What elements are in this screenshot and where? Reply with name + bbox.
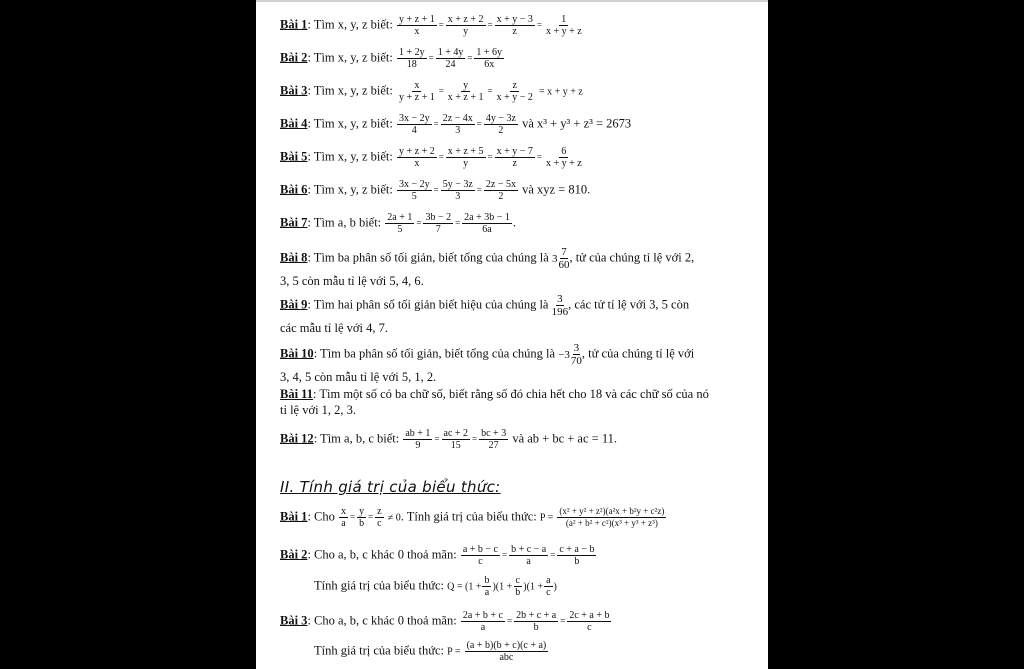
problem-text: , tử của chúng tỉ lệ với 2, (569, 250, 695, 265)
fraction: $\frac{c}{b}$ (515, 575, 521, 598)
problem-text: , tử của chúng tỉ lệ với (581, 346, 695, 361)
fraction: $\frac{1 + 2y}{18}$ (398, 47, 425, 70)
expression-part: )(1 + (492, 581, 513, 593)
fraction: $\frac{2z - 5x}{2}$ (485, 179, 516, 202)
fraction: $\frac{x + z + 5}{y}$ (447, 146, 484, 169)
problem-text: : Cho a, b, c khác 0 thoả mãn: (307, 547, 457, 562)
problem-6: Bài 6: Tìm x, y, z biết: $\frac{3x - 2y}{5}$ = $\frac{5y - 3z}{3}$ = $\frac{2z - 5x}{2}$ và xyz = 810. (280, 179, 591, 202)
fraction: $\frac{2b + c + a}{b}$ (516, 610, 557, 633)
equation-tail: . (512, 215, 516, 230)
fraction: $\frac{x}{y + z + 1}$ (398, 80, 435, 103)
expression-problem-3: Bài 3: Cho a, b, c khác 0 thoả mãn: $\frac{2a + b + c}{a}$ = $\frac{2b + c + a}{b}$ = $\frac{2c + a + b}{c}$ (280, 610, 610, 633)
expression-part: )(1 + (523, 581, 544, 593)
expression-problem-2: Bài 2: Cho a, b, c khác 0 thoả mãn: $\frac{a + b - c}{c}$ = $\frac{b + c - a}{a}$ = $\frac{c + a - b}{b}$ (280, 544, 595, 567)
equation-tail: và ab + bc + ac = 11. (512, 431, 617, 446)
expression-label: P = (539, 512, 554, 524)
problem-label: Bài 3 (280, 613, 308, 628)
problem-label: Bài 4 (280, 116, 308, 131)
fraction: $\frac{(a + b)(b + c)(c + a)}{\text{abc}}$ (466, 640, 547, 663)
fraction: $\frac{2a + 3b - 1}{6a}$ (464, 212, 510, 235)
fraction: $\frac{ac + 2}{15}$ (443, 428, 469, 451)
equation-tail: = x + y + z (538, 86, 583, 98)
problem-text: : Tìm x, y, z biết: (307, 182, 393, 197)
fraction: $\frac{a}{c}$ (546, 575, 551, 598)
fraction: $\frac{x + y - 3}{z}$ (496, 14, 533, 37)
fraction: $\frac{1 + 4y}{24}$ (437, 47, 464, 70)
problem-text: Tính giá trị của biểu thức: (314, 578, 444, 593)
fraction: $\frac{z}{x + y - 2}$ (496, 80, 533, 103)
fraction: $\frac{1 + 6y}{6x}$ (476, 47, 503, 70)
fraction: $\frac{b + c - a}{a}$ (511, 544, 547, 567)
fraction: $\frac{2c + a + b}{c}$ (569, 610, 610, 633)
mixed-number: 3 7 60 (551, 246, 570, 271)
problem-label: Bài 2 (280, 547, 308, 562)
expression-part: ) (553, 581, 557, 593)
problem-text: : Tìm ba phân số tối giản, biết tổng của chúng là (307, 250, 549, 265)
problem-text: : Tìm một số có ba chữ số, biết rằng số đó chia hết cho 18 và các chữ số của nó (313, 387, 709, 401)
expression-part: Q = (1 + (447, 581, 482, 593)
fraction: $\frac{z}{c}$ (377, 506, 382, 529)
problem-label: Bài 7 (280, 215, 308, 230)
fraction: $\frac{ab + 1}{9}$ (405, 428, 431, 451)
problem-text: : Cho (307, 509, 335, 524)
problem-label: Bài 2 (280, 50, 308, 65)
problem-text: : Tìm x, y, z biết: (307, 116, 393, 131)
expression-problem-3-ask (314, 640, 549, 663)
fraction: $\frac{6}{x + y + z}$ (545, 146, 582, 169)
problem-9 (280, 293, 750, 338)
fraction: $\frac{\text{(x² + y² + z²)(a²x + b²y + c²z)}}{\text{(a² + b² + c²)(x³ + y³ + z³)}}$ (559, 506, 665, 528)
problem-label: Bài 10 (280, 346, 314, 361)
problem-11 (280, 386, 750, 418)
problem-5: Bài 5: Tìm x, y, z biết: $\frac{y + z + 2}{x}$ = $\frac{x + z + 5}{y}$ = $\frac{x + y - 7}{z}$ = $\frac{6}{x + y + z}$ (280, 146, 582, 169)
expression-problem-1: Bài 1: Cho $\frac{x}{a}$ = $\frac{y}{b}$ = $\frac{z}{c}$ ≠ 0. Tính giá trị của biểu thức: P = $\frac{\text{(x² + y² + z²)(a²x + b²y + c²z)}}{\text{(a² + b² + c²)(x³ + y³ + z³)}}$ (280, 506, 665, 529)
equation-tail: và xyz = 810. (522, 182, 591, 197)
mixed-number: −3 3 70 (558, 342, 582, 367)
problem-1: Bài 1: Tìm x, y, z biết: $\frac{y + z + 1}{x}$ = $\frac{x + z + 2}{y}$ = $\frac{x + y - 3}{z}$ = $\frac{1}{x + y + z}$ (280, 14, 582, 37)
problem-text: : Tìm x, y, z biết: (307, 17, 393, 32)
problem-text: các mẫu tỉ lệ với 4, 7. (280, 321, 388, 335)
fraction: $\frac{b}{a}$ (484, 575, 490, 598)
problem-label: Bài 5 (280, 149, 308, 164)
expression-problem-2-ask (314, 575, 557, 598)
fraction: $\frac{y + z + 1}{x}$ (398, 14, 435, 37)
problem-label: Bài 9 (280, 297, 308, 312)
fraction: $\frac{bc + 3}{27}$ (481, 428, 507, 451)
problem-text: : Tìm a, b biết: (307, 215, 382, 230)
problem-text: 3, 4, 5 còn mẫu tỉ lệ với 5, 1, 2. (280, 370, 437, 384)
document-page (256, 0, 768, 669)
fraction: $\frac{c + a - b}{b}$ (559, 544, 595, 567)
fraction: $\frac{2z - 4x}{3}$ (442, 113, 473, 136)
problem-7: Bài 7: Tìm a, b biết: $\frac{2a + 1}{5}$ = $\frac{3b - 2}{7}$ = $\frac{2a + 3b - 1}{6a}$ . (280, 212, 516, 235)
problem-text: Tính giá trị của biểu thức: (314, 643, 444, 658)
problem-text: , các tử tỉ lệ với 3, 5 còn (568, 297, 690, 312)
problem-text: tỉ lệ với 1, 2, 3. (280, 403, 357, 417)
problem-2: Bài 2: Tìm x, y, z biết: $\frac{1 + 2y}{18}$ = $\frac{1 + 4y}{24}$ = $\frac{1 + 6y}{6x}$ (280, 47, 503, 70)
fraction: $\frac{3}{196}$ (551, 293, 569, 318)
fraction: $\frac{x + z + 2}{y}$ (447, 14, 484, 37)
problem-label: Bài 3 (280, 83, 308, 98)
fraction: $\frac{3x - 2y}{4}$ (398, 113, 430, 136)
fraction: $\frac{3b - 2}{7}$ (425, 212, 452, 235)
fraction: $\frac{1}{x + y + z}$ (545, 14, 582, 37)
inequality: ≠ 0 (387, 512, 401, 524)
problem-text: : Tìm x, y, z biết: (307, 83, 393, 98)
problem-text: . Tính giá trị của biểu thức: (400, 509, 537, 524)
fraction: $\frac{3x - 2y}{5}$ (398, 179, 430, 202)
fraction: $\frac{x}{a}$ (341, 506, 346, 529)
problem-label: Bài 1 (280, 17, 308, 32)
fraction: $\frac{y}{x + z + 1}$ (447, 80, 484, 103)
fraction: $\frac{y}{b}$ (359, 506, 365, 529)
problem-10 (280, 342, 750, 387)
problem-text: 3, 5 còn mẫu tỉ lệ với 5, 4, 6. (280, 274, 424, 288)
fraction: $\frac{y + z + 2}{x}$ (398, 146, 435, 169)
problem-text: : Cho a, b, c khác 0 thoả mãn: (307, 613, 457, 628)
fraction: $\frac{2a + 1}{5}$ (387, 212, 413, 235)
problem-text: : Tìm x, y, z biết: (307, 149, 393, 164)
page-top-edge (256, 0, 768, 2)
problem-label: Bài 12 (280, 431, 314, 446)
problem-4: Bài 4: Tìm x, y, z biết: $\frac{3x - 2y}{4}$ = $\frac{2z - 4x}{3}$ = $\frac{4y - 3z}{2}$ và x³ + y³ + z³ = 2673 (280, 113, 632, 136)
fraction: $\frac{a + b - c}{c}$ (462, 544, 498, 567)
problem-text: : Tìm x, y, z biết: (307, 50, 393, 65)
fraction: $\frac{4y - 3z}{2}$ (485, 113, 516, 136)
problem-label: Bài 8 (280, 250, 308, 265)
problem-label: Bài 1 (280, 509, 308, 524)
fraction: $\frac{2a + b + c}{a}$ (462, 610, 503, 633)
problem-text: : Tìm a, b, c biết: (313, 431, 400, 446)
section-heading: II. Tính giá trị của biểu thức: (280, 478, 501, 496)
fraction: $\frac{x + y - 7}{z}$ (496, 146, 533, 169)
equation-tail: và x³ + y³ + z³ = 2673 (522, 116, 632, 131)
problem-8 (280, 246, 750, 291)
problem-text: : Tìm hai phân số tối giản biết hiệu của chúng là (307, 297, 549, 312)
problem-text: : Tìm ba phân số tối giản, biết tổng của chúng là (313, 346, 556, 361)
fraction: $\frac{5y - 3z}{3}$ (442, 179, 473, 202)
problem-label: Bài 6 (280, 182, 308, 197)
problem-12: Bài 12: Tìm a, b, c biết: $\frac{ab + 1}{9}$ = $\frac{ac + 2}{15}$ = $\frac{bc + 3}{27}$ và ab + bc + ac = 11. (280, 428, 617, 451)
problem-label: Bài 11 (280, 387, 313, 401)
problem-3: Bài 3: Tìm x, y, z biết: $\frac{x}{y + z + 1}$ = $\frac{y}{x + z + 1}$ = $\frac{z}{x + y - 2}$ = x + y + z (280, 80, 583, 103)
expression-label: P = (447, 646, 461, 658)
